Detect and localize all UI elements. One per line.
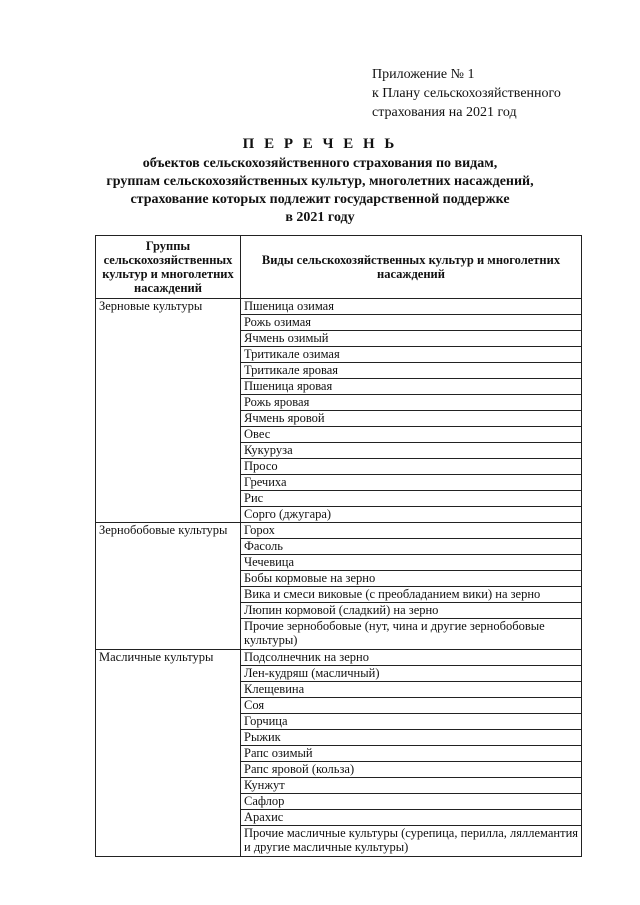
crop-type-cell: Просо — [241, 459, 582, 475]
document-title — [0, 135, 640, 227]
crop-type-cell: Сорго (джугара) — [241, 507, 582, 523]
crop-type-cell: Гречиха — [241, 475, 582, 491]
crop-type-cell: Горох — [241, 523, 582, 539]
crop-type-cell: Прочие зернобобовые (нут, чина и другие зернобобовые культуры) — [241, 619, 582, 650]
crop-type-cell: Рапс яровой (кольза) — [241, 762, 582, 778]
table-row — [96, 523, 582, 539]
title-main: П Е Р Е Ч Е Н Ь — [242, 136, 398, 152]
crop-type-cell: Рожь яровая — [241, 395, 582, 411]
crop-type-cell: Рыжик — [241, 730, 582, 746]
crop-group-cell: Зернобобовые культуры — [96, 523, 241, 650]
crop-type-cell: Ячмень яровой — [241, 411, 582, 427]
crop-type-cell: Рапс озимый — [241, 746, 582, 762]
crop-type-cell: Вика и смеси виковые (с преобладанием вики) на зерно — [241, 587, 582, 603]
crop-type-cell: Кукуруза — [241, 443, 582, 459]
header-group: Группы сельскохозяйственных культур и многолетних насаждений — [96, 236, 241, 299]
crop-group-cell: Зерновые культуры — [96, 299, 241, 523]
table-body — [96, 299, 582, 857]
crop-type-cell: Тритикале яровая — [241, 363, 582, 379]
appendix-line: Приложение № 1 — [372, 67, 475, 82]
crop-type-cell: Бобы кормовые на зерно — [241, 571, 582, 587]
crop-type-cell: Пшеница озимая — [241, 299, 582, 315]
title-line: страхование которых подлежит государственной поддержке — [130, 192, 510, 207]
crop-type-cell: Лен-кудряш (масличный) — [241, 666, 582, 682]
appendix-line: страхования на 2021 год — [372, 105, 517, 120]
crops-table — [95, 235, 582, 857]
table-header-row — [96, 236, 582, 299]
crop-type-cell: Клещевина — [241, 682, 582, 698]
crop-type-cell: Люпин кормовой (сладкий) на зерно — [241, 603, 582, 619]
crop-type-cell: Чечевица — [241, 555, 582, 571]
appendix-note — [372, 65, 561, 122]
crop-type-cell: Сафлор — [241, 794, 582, 810]
crop-type-cell: Прочие масличные культуры (сурепица, перилла, ляллемантия и другие масличные культуры) — [241, 826, 582, 857]
crop-type-cell: Овес — [241, 427, 582, 443]
title-line: объектов сельскохозяйственного страхования по видам, — [142, 156, 498, 171]
crop-type-cell: Пшеница яровая — [241, 379, 582, 395]
crop-type-cell: Рис — [241, 491, 582, 507]
header-type: Виды сельскохозяйственных культур и многолетних насаждений — [241, 236, 582, 299]
crop-type-cell: Подсолнечник на зерно — [241, 650, 582, 666]
crop-type-cell: Фасоль — [241, 539, 582, 555]
title-line: в 2021 году — [285, 210, 355, 225]
crop-group-cell: Масличные культуры — [96, 650, 241, 857]
crop-type-cell: Кунжут — [241, 778, 582, 794]
title-line: группам сельскохозяйственных культур, многолетних насаждений, — [106, 174, 534, 189]
crop-type-cell: Арахис — [241, 810, 582, 826]
crop-type-cell: Горчица — [241, 714, 582, 730]
table-row — [96, 299, 582, 315]
table-row — [96, 650, 582, 666]
crop-type-cell: Рожь озимая — [241, 315, 582, 331]
crop-type-cell: Соя — [241, 698, 582, 714]
crop-type-cell: Тритикале озимая — [241, 347, 582, 363]
crop-type-cell: Ячмень озимый — [241, 331, 582, 347]
appendix-line: к Плану сельскохозяйственного — [372, 86, 561, 101]
